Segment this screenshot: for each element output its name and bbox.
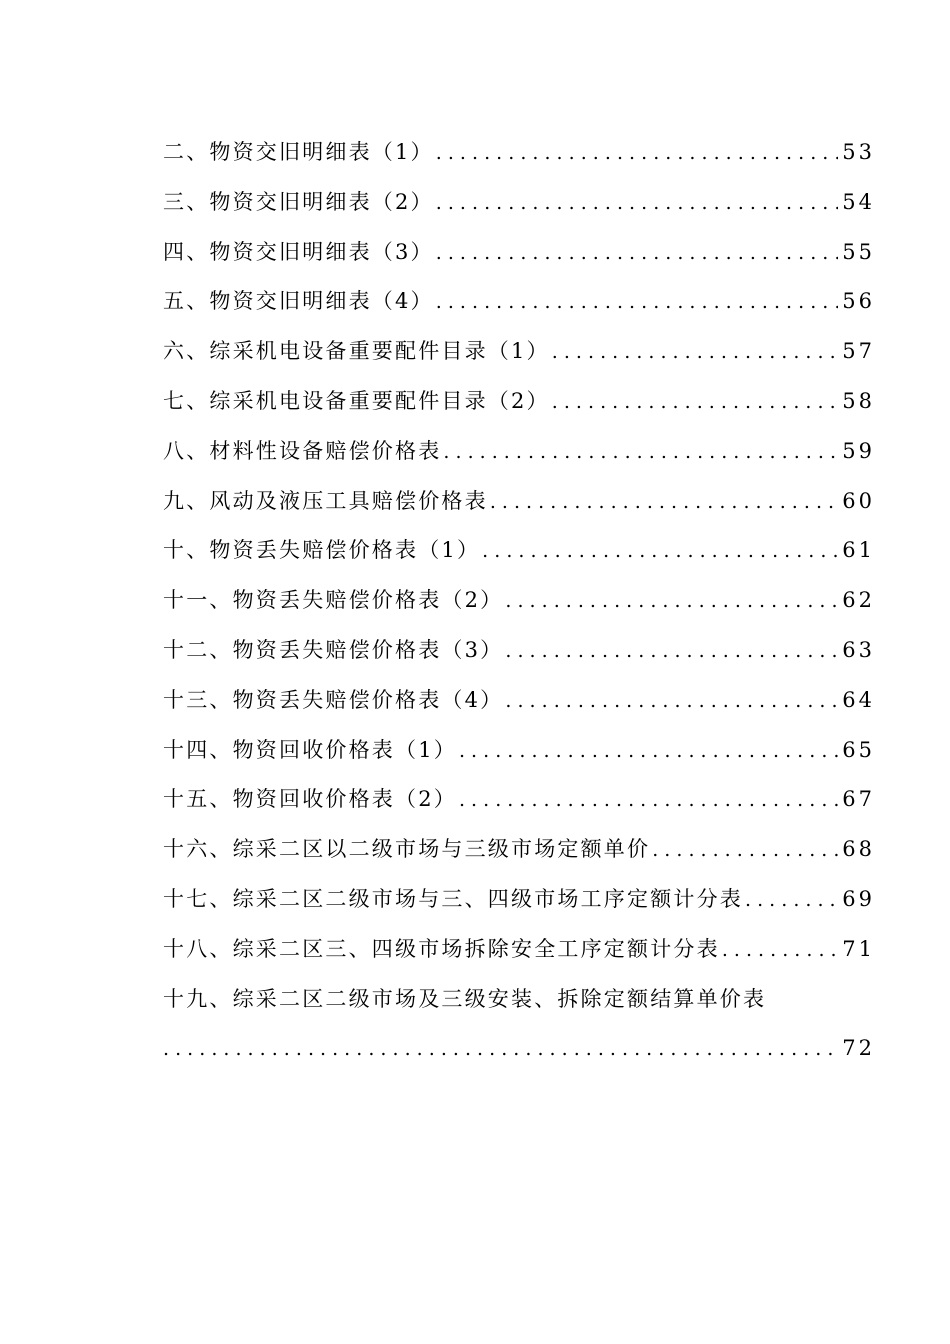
toc-dot-leader [163,1025,838,1075]
toc-entry-title: 十三、物资丢失赔偿价格表（4） [163,687,504,712]
toc-page-number: 68 [842,837,875,862]
toc-entry-19-page-line[interactable] [163,1024,875,1074]
toc-entry-title: 三、物资交旧明细表（2） [163,189,434,214]
toc-dot-leader [745,876,838,926]
toc-page-number: 65 [842,737,875,762]
toc-entry-title: 二、物资交旧明细表（1） [163,140,434,164]
toc-entry-14[interactable] [163,726,875,776]
toc-dot-leader [436,179,839,229]
toc-entry-15[interactable] [163,775,875,825]
toc-page-number: 59 [842,438,875,463]
toc-entry-17[interactable] [163,875,875,925]
toc-entry-11[interactable] [163,576,875,626]
toc-dot-leader [459,776,838,826]
toc-dot-leader [436,129,839,179]
toc-entry-13[interactable] [163,676,875,726]
toc-entry-8[interactable] [163,427,875,477]
table-of-contents [163,128,875,1074]
toc-page-number: 53 [842,140,875,164]
toc-page-number: 57 [842,339,875,364]
toc-entry-title: 九、风动及液压工具赔偿价格表 [163,488,488,513]
toc-entry-title: 十八、综采二区三、四级市场拆除安全工序定额计分表 [163,936,720,961]
toc-page-number: 63 [842,637,875,662]
toc-dot-leader [490,478,838,528]
toc-page-number: 58 [842,388,875,413]
toc-dot-leader [652,826,838,876]
toc-entry-title: 八、材料性设备赔偿价格表 [163,438,442,463]
toc-entry-3[interactable] [163,178,875,228]
toc-dot-leader [722,926,838,976]
toc-page-number: 56 [842,289,875,314]
toc-entry-title: 十九、综采二区二级市场及三级安装、拆除定额结算单价表 [163,986,767,1011]
toc-dot-leader [505,627,838,677]
toc-entry-title: 十四、物资回收价格表（1） [163,737,457,762]
toc-page-number: 67 [842,787,875,812]
toc-entry-9[interactable] [163,477,875,527]
toc-entry-title: 四、物资交旧明细表（3） [163,239,434,264]
toc-entry-title: 七、综采机电设备重要配件目录（2） [163,388,550,413]
toc-entry-5[interactable] [163,277,875,327]
toc-entry-2[interactable] [163,128,875,178]
toc-page-number: 62 [842,588,875,613]
toc-page-number: 55 [842,239,875,264]
toc-entry-6[interactable] [163,327,875,377]
toc-page-number: 71 [842,936,875,961]
toc-page-number: 69 [842,886,875,911]
toc-entry-title: 五、物资交旧明细表（4） [163,289,434,314]
toc-entry-19-title-line[interactable] [163,975,875,1025]
toc-dot-leader [552,378,839,428]
toc-entry-title: 十一、物资丢失赔偿价格表（2） [163,588,504,613]
toc-dot-leader [505,577,838,627]
toc-entry-title: 十六、综采二区以二级市场与三级市场定额单价 [163,837,651,862]
toc-entry-18[interactable] [163,925,875,975]
toc-page-number: 64 [842,687,875,712]
toc-entry-4[interactable] [163,228,875,278]
toc-entry-title: 十七、综采二区二级市场与三、四级市场工序定额计分表 [163,886,743,911]
toc-entry-title: 六、综采机电设备重要配件目录（1） [163,339,550,364]
toc-dot-leader [482,527,838,577]
toc-dot-leader [505,677,838,727]
toc-page-number: 54 [842,189,875,214]
toc-page-number: 72 [842,1036,875,1061]
toc-dot-leader [459,727,838,777]
toc-dot-leader [552,328,839,378]
toc-dot-leader [436,278,839,328]
toc-dot-leader [436,229,839,279]
toc-entry-7[interactable] [163,377,875,427]
toc-entry-title: 十二、物资丢失赔偿价格表（3） [163,637,504,662]
toc-page-number: 60 [842,488,875,513]
toc-entry-title: 十、物资丢失赔偿价格表（1） [163,538,481,563]
toc-entry-title: 十五、物资回收价格表（2） [163,787,457,812]
toc-entry-12[interactable] [163,626,875,676]
toc-entry-10[interactable] [163,526,875,576]
toc-entry-16[interactable] [163,825,875,875]
toc-dot-leader [443,428,838,478]
toc-page-number: 61 [842,538,875,563]
